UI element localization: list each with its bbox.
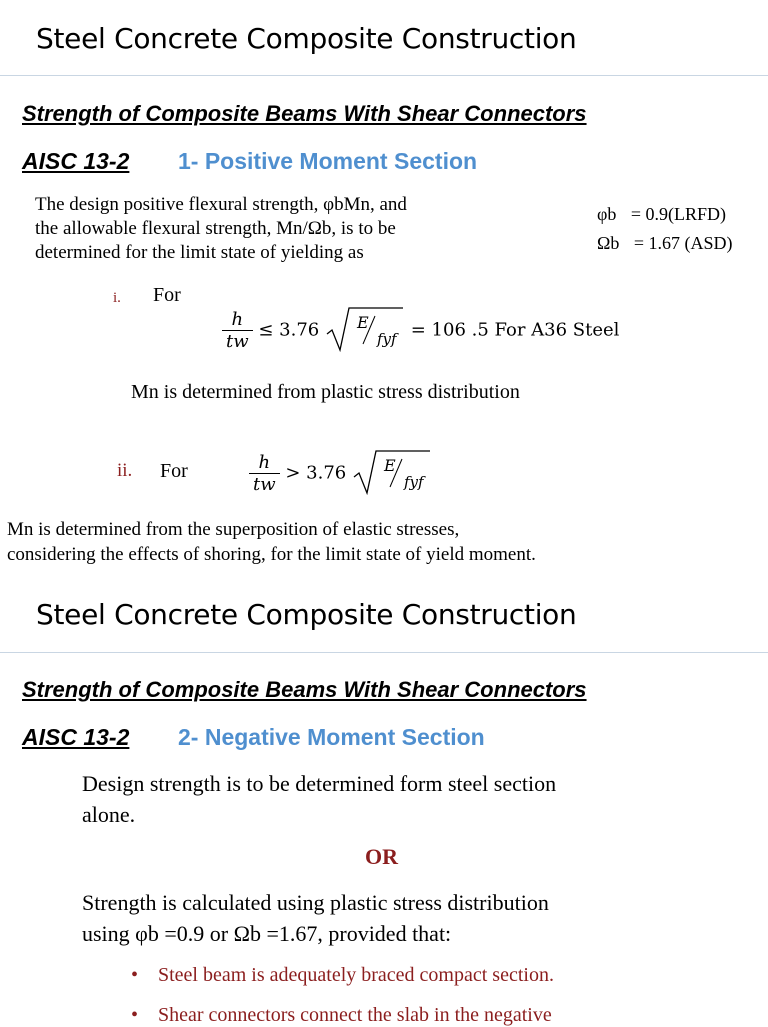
code-reference: AISC 13-2 [22, 724, 130, 750]
frac-fyf: fyf [404, 473, 424, 491]
h-over-tw-fraction: $\frac{h}{tw}$ [222, 309, 253, 352]
slide-title: Steel Concrete Composite Construction [36, 22, 577, 55]
section-heading: 2- Negative Moment Section [178, 724, 485, 750]
title-divider [0, 75, 768, 76]
case-conclusion: Mn is determined from the superposition of elastic stresses, considering the effects of shoring, for the limit state of yield moment. [7, 519, 536, 565]
frac-e: E [357, 313, 369, 332]
case-marker: i. [113, 290, 121, 306]
slide-subtitle: Strength of Composite Beams With Shear Connectors [22, 101, 587, 126]
phi-symbol: φb [597, 204, 617, 224]
sqrt-symbol [325, 304, 405, 357]
case-conclusion: Mn is determined from plastic stress distribution [131, 381, 520, 403]
case-label: For [160, 460, 188, 482]
slenderness-result: = 106 .5 For A36 Steel [410, 319, 620, 341]
slide-title: Steel Concrete Composite Construction [36, 598, 577, 631]
safety-factor [597, 233, 733, 254]
bullet-icon: • [131, 964, 139, 986]
resistance-factor [597, 204, 726, 225]
inequality: ≤ 3.76 [258, 319, 320, 341]
case-label: For [153, 284, 181, 306]
frac-e: E [384, 456, 396, 475]
case-marker: ii. [117, 460, 133, 481]
sqrt-symbol [352, 447, 432, 500]
or-separator: OR [365, 844, 398, 869]
omega-value: = 1.67 (ASD) [633, 233, 733, 253]
h-over-tw-fraction: $\frac{h}{tw}$ [249, 452, 280, 495]
bullet-icon: • [131, 1004, 139, 1026]
code-reference: AISC 13-2 [22, 148, 130, 174]
intro-paragraph [35, 193, 407, 265]
design-paragraph: Design strength is to be determined form steel section alone. [82, 771, 557, 827]
slenderness-equation [222, 304, 619, 357]
intro-line: determined for the limit state of yielding as [35, 242, 364, 263]
phi-value: = 0.9(LRFD) [630, 204, 727, 224]
section-heading: 1- Positive Moment Section [178, 148, 478, 174]
condition-bullet: • Shear connectors connect the slab in the negative [131, 1004, 552, 1026]
condition-bullet: • Steel beam is adequately braced compact section. [131, 964, 554, 986]
intro-line: the allowable flexural strength, Mn/Ωb, is to be [35, 218, 396, 239]
inequality: > 3.76 [285, 462, 347, 484]
title-divider [0, 652, 768, 653]
strength-paragraph: Strength is calculated using plastic stress distribution using φb =0.9 or Ωb =1.67, provided that: [82, 890, 549, 946]
frac-fyf: fyf [377, 330, 397, 348]
slide-subtitle: Strength of Composite Beams With Shear Connectors [22, 677, 587, 702]
intro-line: The design positive flexural strength, φbMn, and [35, 194, 407, 215]
omega-symbol: Ωb [597, 233, 620, 253]
slenderness-equation [249, 447, 432, 500]
